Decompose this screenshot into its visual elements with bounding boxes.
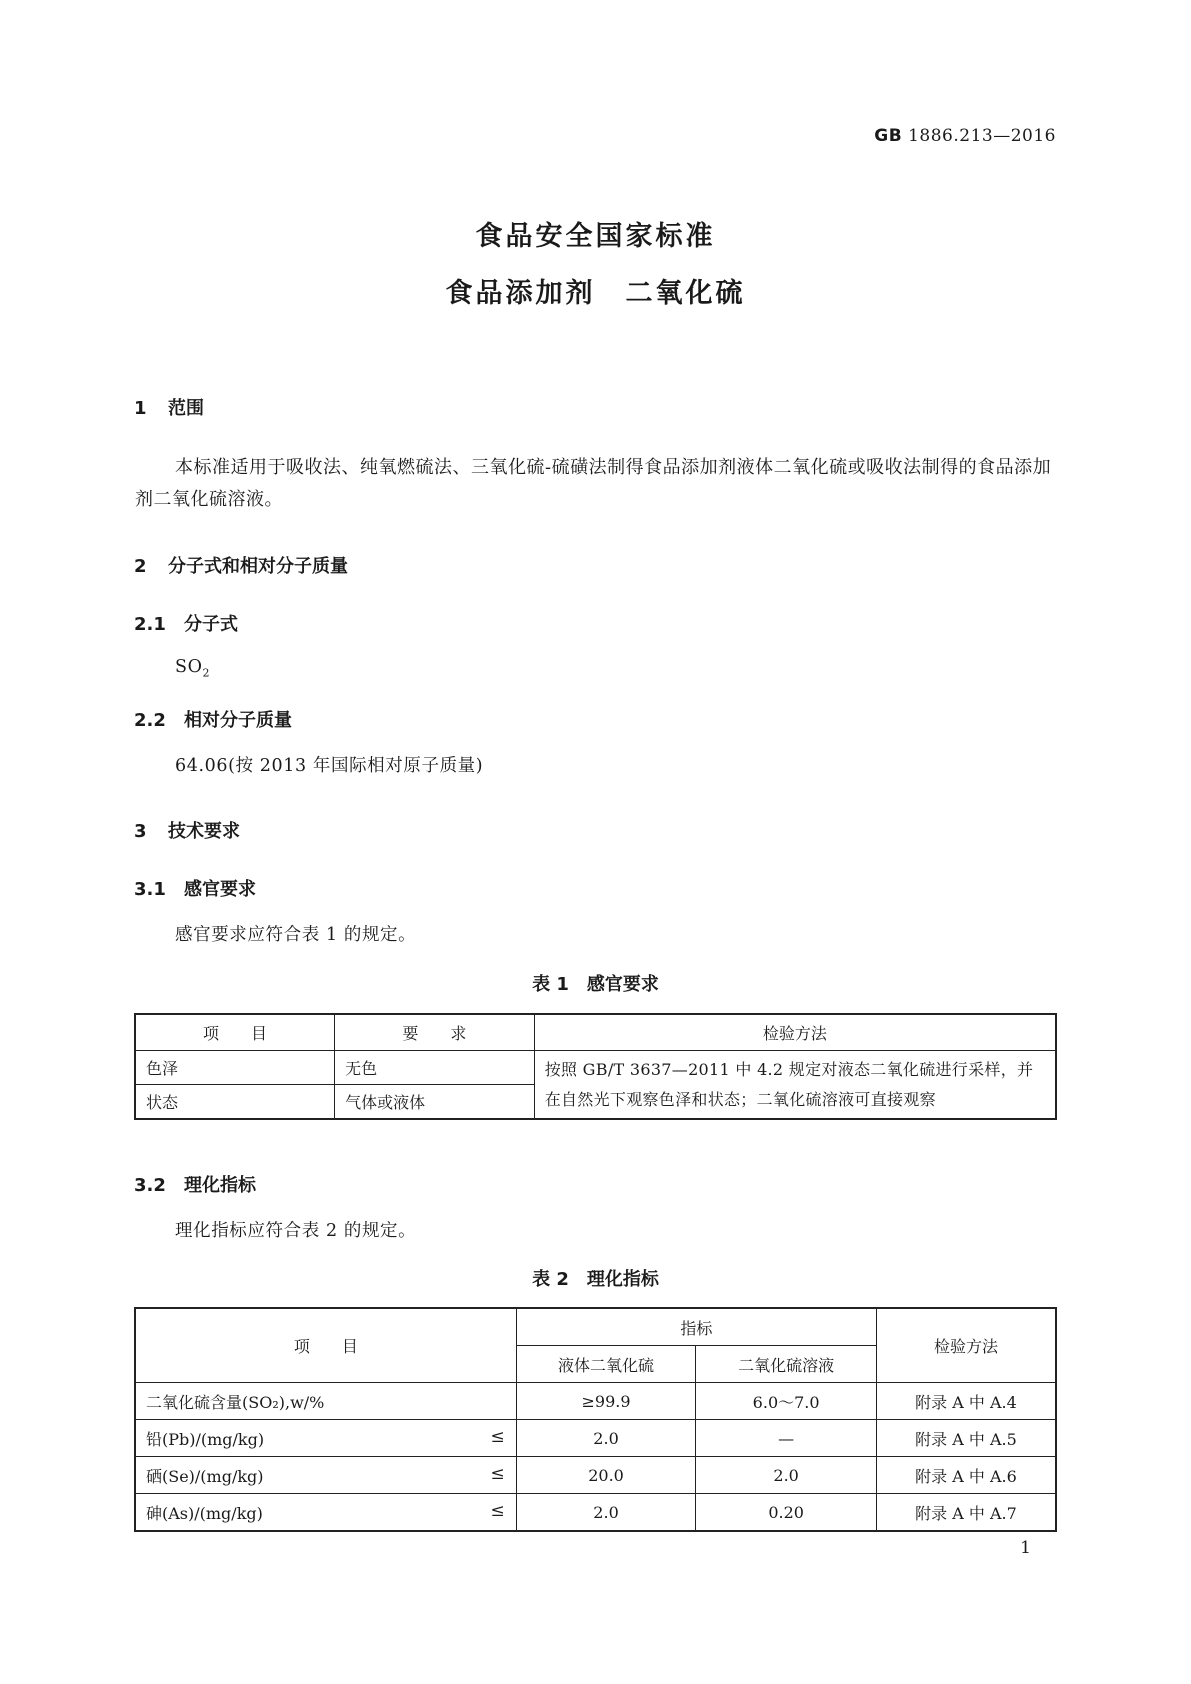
section-number: 3 <box>134 821 147 842</box>
section-3-1-heading <box>134 875 256 901</box>
page-number: 1 <box>1020 1538 1031 1558</box>
section-title: 相对分子质量 <box>184 710 292 731</box>
cell-liquid: ≥99.9 <box>516 1383 696 1420</box>
cell-liquid: 20.0 <box>516 1457 696 1494</box>
table-header-row <box>135 1014 1056 1051</box>
section-3-2-heading <box>134 1171 256 1197</box>
table-header-row <box>135 1308 1056 1346</box>
section-number: 3.2 <box>134 1175 166 1196</box>
header-method: 检验方法 <box>534 1014 1056 1051</box>
cell-method: 附录 A 中 A.5 <box>876 1420 1056 1457</box>
cell-solution: 2.0 <box>696 1457 877 1494</box>
section-1-heading <box>134 394 204 420</box>
cell-method: 按照 GB/T 3637—2011 中 4.2 规定对液态二氧化硫进行采样，并在自然光下观察色泽和状态；二氧化硫溶液可直接观察 <box>534 1051 1056 1120</box>
cell-requirement: 无色 <box>335 1051 535 1085</box>
table-row <box>135 1051 1056 1085</box>
header-method: 检验方法 <box>876 1308 1056 1383</box>
cell-item: 状态 <box>135 1085 335 1120</box>
cell-requirement: 气体或液体 <box>335 1085 535 1120</box>
standard-prefix: GB <box>874 126 903 146</box>
section-1-paragraph: 本标准适用于吸收法、纯氧燃硫法、三氧化硫-硫磺法制得食品添加剂液体二氧化硫或吸收法制得的食品添加剂二氧化硫溶液。 <box>135 457 1052 510</box>
cell-solution: 0.20 <box>696 1494 877 1532</box>
section-2-2-heading <box>134 706 292 732</box>
physicochemical-indicators-table <box>134 1307 1057 1532</box>
cell-method: 附录 A 中 A.6 <box>876 1457 1056 1494</box>
comparison-operator: ≤ <box>490 1500 505 1521</box>
comparison-operator: ≤ <box>490 1426 505 1447</box>
section-number: 2 <box>134 556 147 577</box>
section-title: 分子式 <box>184 614 238 635</box>
comparison-operator: ≤ <box>490 1463 505 1484</box>
item-label: 砷(As)/(mg/kg) <box>146 1503 263 1523</box>
cell-item <box>135 1420 516 1457</box>
cell-solution: 6.0～7.0 <box>696 1383 877 1420</box>
cell-item: 色泽 <box>135 1051 335 1085</box>
section-title: 分子式和相对分子质量 <box>168 556 348 577</box>
header-requirement: 要 求 <box>335 1014 535 1051</box>
table-1-caption: 表 1 感官要求 <box>532 974 659 995</box>
header-liquid: 液体二氧化硫 <box>516 1346 696 1383</box>
cell-method: 附录 A 中 A.4 <box>876 1383 1056 1420</box>
section-number: 2.2 <box>134 710 166 731</box>
standard-code <box>874 126 1056 146</box>
section-2-heading <box>134 552 348 578</box>
section-3-heading <box>134 817 240 843</box>
section-title: 技术要求 <box>168 821 240 842</box>
header-index: 指标 <box>516 1308 876 1346</box>
molecular-formula <box>175 657 210 680</box>
table-row <box>135 1383 1056 1420</box>
cell-liquid: 2.0 <box>516 1494 696 1532</box>
molecular-mass: 64.06(按 2013 年国际相对原子质量) <box>175 756 484 776</box>
cell-item <box>135 1457 516 1494</box>
cell-solution: — <box>696 1420 877 1457</box>
item-label: 二氧化硫含量(SO₂),w/% <box>146 1392 325 1412</box>
section-number: 1 <box>134 398 147 419</box>
cell-item <box>135 1494 516 1532</box>
section-2-1-heading <box>134 610 238 636</box>
section-number: 3.1 <box>134 879 166 900</box>
section-number: 2.1 <box>134 614 166 635</box>
header-item: 项 目 <box>135 1308 516 1383</box>
section-3-1-paragraph: 感官要求应符合表 1 的规定。 <box>175 925 417 945</box>
title-main: 食品安全国家标准 <box>475 221 716 252</box>
section-title: 范围 <box>168 398 204 419</box>
section-3-2-paragraph: 理化指标应符合表 2 的规定。 <box>175 1221 417 1241</box>
table-row <box>135 1494 1056 1532</box>
title-sub: 食品添加剂 二氧化硫 <box>445 278 746 309</box>
header-item: 项 目 <box>135 1014 335 1051</box>
cell-item <box>135 1383 516 1420</box>
item-label: 铅(Pb)/(mg/kg) <box>146 1429 265 1449</box>
formula-base: SO <box>175 657 203 677</box>
section-title: 感官要求 <box>184 879 256 900</box>
formula-subscript: 2 <box>202 666 211 680</box>
standard-number: 1886.213—2016 <box>908 126 1056 146</box>
table-row <box>135 1420 1056 1457</box>
section-title: 理化指标 <box>184 1175 256 1196</box>
header-solution: 二氧化硫溶液 <box>696 1346 877 1383</box>
sensory-requirements-table <box>134 1013 1057 1120</box>
cell-method: 附录 A 中 A.7 <box>876 1494 1056 1532</box>
table-2-caption: 表 2 理化指标 <box>532 1269 659 1290</box>
item-label: 硒(Se)/(mg/kg) <box>146 1466 264 1486</box>
cell-liquid: 2.0 <box>516 1420 696 1457</box>
table-row <box>135 1457 1056 1494</box>
